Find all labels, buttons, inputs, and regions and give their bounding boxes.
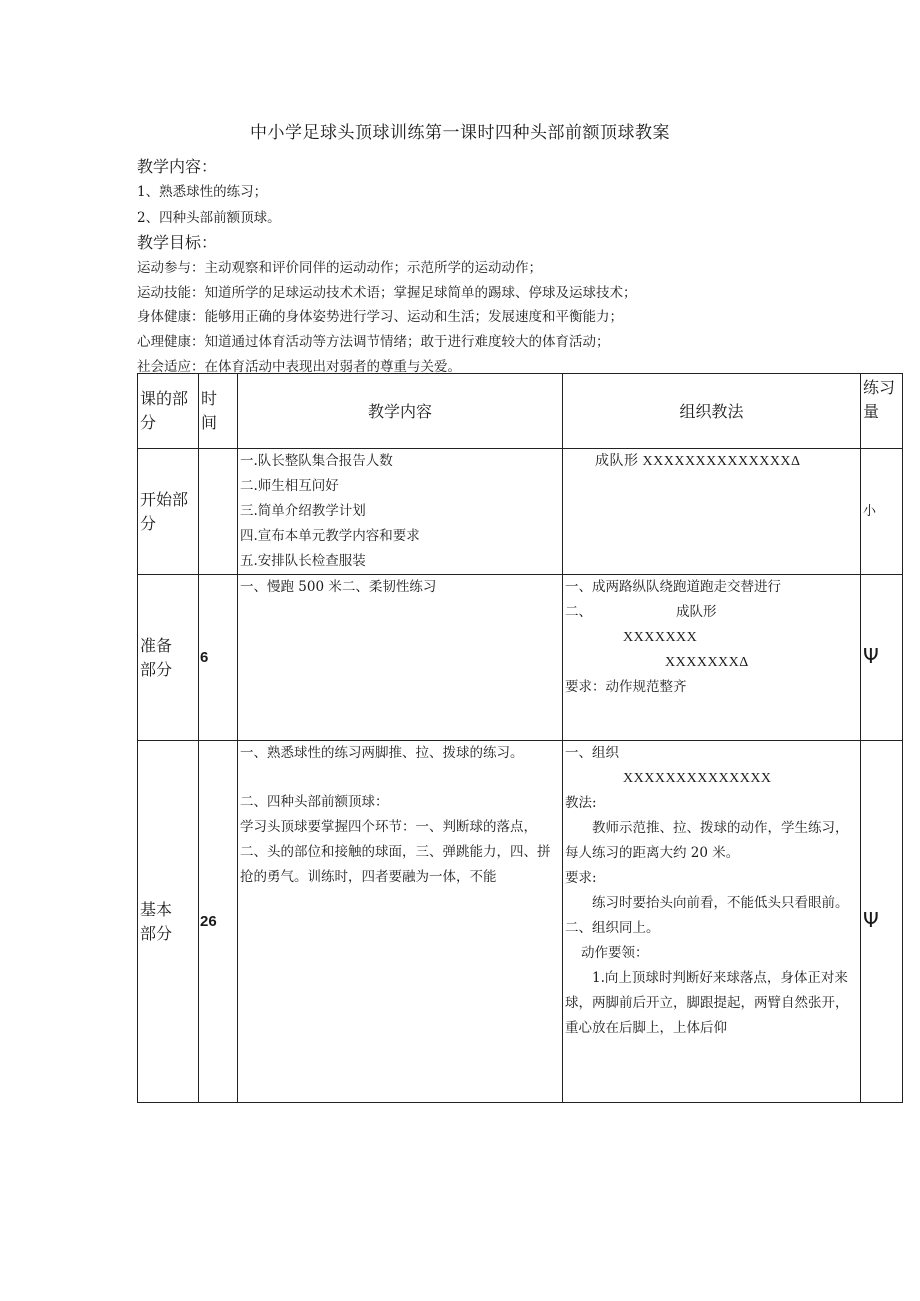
goal-social: 社会适应：在体育活动中表现出对弱者的尊重与关爱。	[137, 359, 461, 375]
method-basic: 一、组织 XXXXXXXXXXXXXX 教法: 教师示范推、拉、拨球的动作，学生练习，每人练习的距离大约 20 米。 要求: 练习时要抬头向前看，不能低头只看眼前。 二、组织同上。 动作要领： 1.向上顶球时判断好来球落点，身体正对来球，两脚前后开立，脚跟提起，两臂自然张开，重心放在后脚上，上体后仰	[563, 741, 861, 1103]
content-start	[238, 449, 563, 575]
header-content: 教学内容	[238, 374, 563, 449]
table-row-prep	[138, 575, 903, 741]
list-item: 三.简单介绍教学计划	[240, 503, 366, 519]
amount-start: 小	[861, 449, 903, 575]
header-method: 组织教法	[563, 374, 861, 449]
table-row-basic	[138, 741, 903, 1103]
goal-mental: 心理健康：知道通过体育活动等方法调节情绪；敢于进行难度较大的体育活动；	[137, 334, 610, 350]
table-header-row	[138, 374, 903, 449]
section-name-basic: 基本 部分	[138, 741, 199, 1103]
content-item: 2、四种头部前额顶球。	[137, 210, 281, 226]
goal-physical: 身体健康：能够用正确的身体姿势进行学习、运动和生活；发展速度和平衡能力；	[137, 309, 623, 325]
list-item: 二.师生相互问好	[240, 478, 339, 494]
list-item: 四.宣布本单元教学内容和要求	[240, 528, 420, 544]
amount-basic: Ψ	[861, 741, 903, 1103]
document-title: 中小学足球头顶球训练第一课时四种头部前额顶球教案	[250, 123, 670, 143]
time-prep: 6	[199, 575, 238, 741]
content-prep: 一、慢跑 500 米二、柔韧性练习	[238, 575, 563, 741]
header-time: 时 间	[199, 374, 238, 449]
table-row-start	[138, 449, 903, 575]
amount-prep: Ψ	[861, 575, 903, 741]
header-section: 课的部 分	[138, 374, 199, 449]
time-start	[199, 449, 238, 575]
content-heading: 教学内容：	[137, 157, 218, 176]
content-item: 1、熟悉球性的练习；	[137, 184, 268, 200]
list-item: 五.安排队长检查服装	[240, 553, 366, 569]
lesson-plan-table	[137, 373, 903, 1103]
section-name-prep: 准备 部分	[138, 575, 199, 741]
goal-skills: 运动技能：知道所学的足球运动技术术语；掌握足球简单的踢球、停球及运球技术；	[137, 285, 637, 301]
list-item: 一.队长整队集合报告人数	[240, 453, 393, 469]
method-prep: 一、成两路纵队绕跑道跑走交替进行 二、 成队形 XXXXXXX XXXXXXXΔ 要求：动作规范整齐	[563, 575, 861, 741]
header-amount: 练习 量	[861, 374, 903, 449]
time-basic: 26	[199, 741, 238, 1103]
section-name-start: 开始部 分	[138, 449, 199, 575]
method-start: 成队形 XXXXXXXXXXXXXXΔ	[563, 449, 861, 575]
goal-participation: 运动参与：主动观察和评价同伴的运动动作；示范所学的运动动作；	[137, 260, 542, 276]
goals-heading: 教学目标：	[137, 233, 218, 252]
content-basic: 一、熟悉球性的练习两脚推、拉、拨球的练习。 二、四种头部前额顶球： 学习头顶球要掌握四个环节：一、判断球的落点，二、头的部位和接触的球面，三、弹跳能力，四、拼抢的勇气。训练时，四者要融为一体，不能	[238, 741, 563, 1103]
